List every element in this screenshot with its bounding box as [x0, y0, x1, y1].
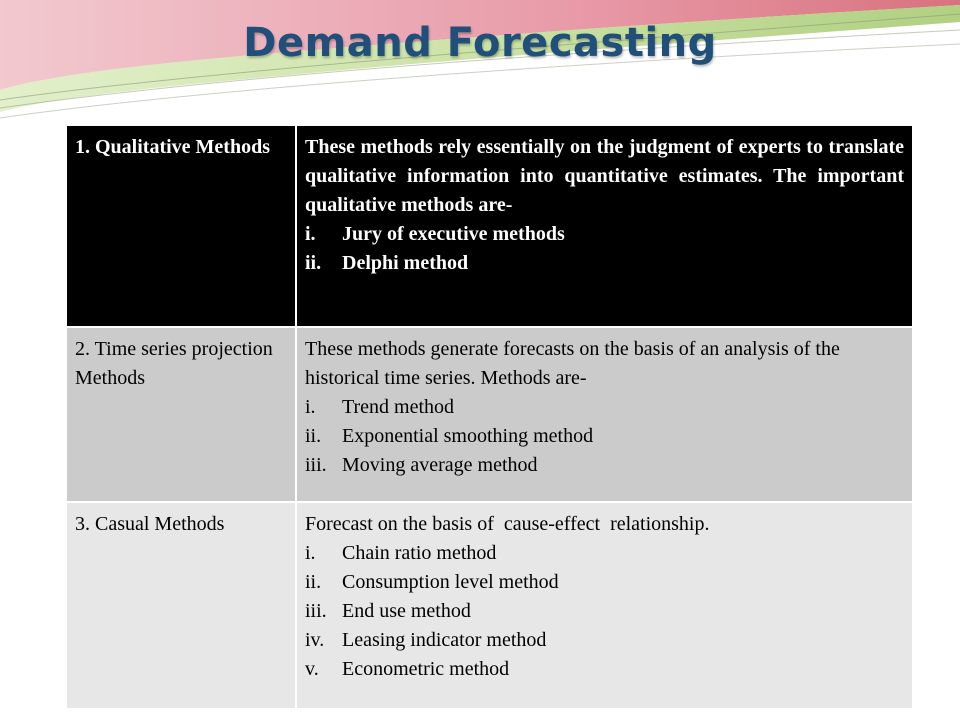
- list-number: i.: [305, 223, 316, 245]
- list-item-text: Leasing indicator method: [342, 629, 547, 651]
- list-item-text: Exponential smoothing method: [342, 425, 594, 447]
- list-item: [305, 626, 904, 655]
- method-list: [305, 539, 904, 684]
- list-item-text: Chain ratio method: [342, 542, 497, 564]
- description-cell: [296, 125, 913, 327]
- list-number: v.: [305, 658, 319, 680]
- list-number: i.: [305, 396, 316, 418]
- slide-title: Demand Forecasting: [243, 20, 717, 66]
- list-item: [305, 249, 904, 278]
- list-number: ii.: [305, 425, 322, 447]
- description-cell: [296, 502, 913, 709]
- list-number: ii.: [305, 252, 322, 274]
- list-item: [305, 451, 904, 480]
- description-cell: [296, 327, 913, 502]
- list-item: [305, 422, 904, 451]
- method-list: [305, 220, 904, 278]
- list-item: [305, 220, 904, 249]
- list-item-text: End use method: [342, 600, 471, 622]
- description-text: Forecast on the basis of cause-effect relationship.: [305, 513, 710, 535]
- list-number: iii.: [305, 600, 327, 622]
- table-row: [66, 125, 913, 327]
- list-number: i.: [305, 542, 316, 564]
- description-text: These methods generate forecasts on the basis of an analysis of the historical time series. Methods are-: [305, 338, 840, 389]
- description-text: These methods rely essentially on the judgment of experts to translate qualitative information into quantitative estimates. The important qualitative methods are-: [305, 136, 904, 216]
- forecasting-methods-table: [65, 124, 914, 710]
- list-item: [305, 393, 904, 422]
- list-number: iv.: [305, 629, 325, 651]
- list-item-text: Consumption level method: [342, 571, 559, 593]
- list-item: [305, 597, 904, 626]
- list-item: [305, 568, 904, 597]
- category-cell: 1. Qualitative Methods: [66, 125, 296, 327]
- list-item-text: Jury of executive methods: [342, 223, 565, 245]
- category-cell: 2. Time series projection Methods: [66, 327, 296, 502]
- table-row: [66, 327, 913, 502]
- list-number: ii.: [305, 571, 322, 593]
- list-item-text: Trend method: [342, 396, 455, 418]
- list-number: iii.: [305, 454, 327, 476]
- category-cell: 3. Casual Methods: [66, 502, 296, 709]
- list-item-text: Delphi method: [342, 252, 469, 274]
- list-item-text: Moving average method: [342, 454, 538, 476]
- list-item: [305, 539, 904, 568]
- method-list: [305, 393, 904, 480]
- table-row: [66, 502, 913, 709]
- list-item-text: Econometric method: [342, 658, 510, 680]
- list-item: [305, 655, 904, 684]
